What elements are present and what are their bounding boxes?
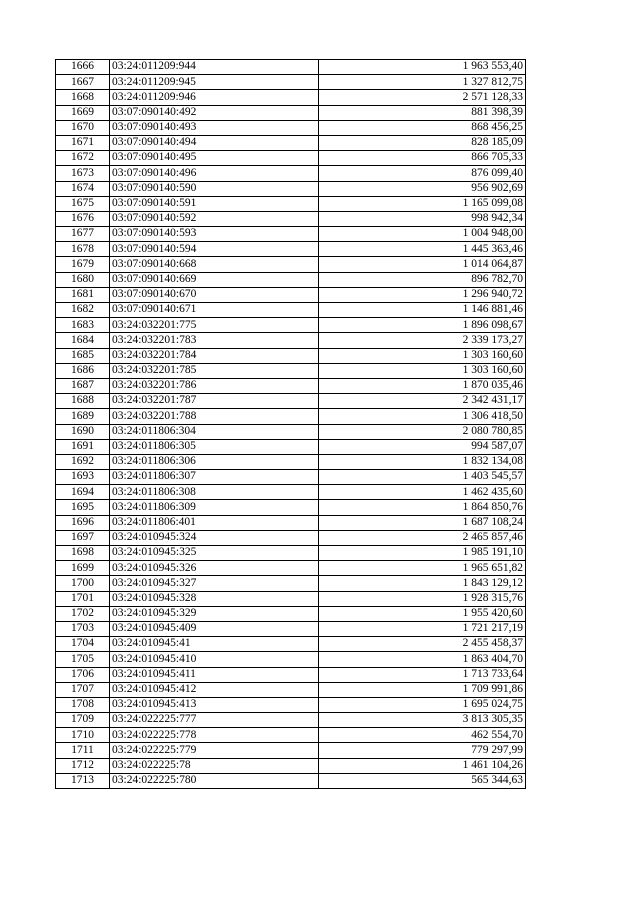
table-row	[56, 485, 526, 500]
value-cell: 1 963 553,40	[319, 60, 526, 75]
row-number-cell: 1681	[56, 287, 110, 302]
value-cell: 462 554,70	[319, 728, 526, 743]
cadastral-number-cell: 03:07:090140:591	[110, 196, 319, 211]
table-row	[56, 667, 526, 682]
row-number-cell: 1693	[56, 470, 110, 485]
row-number-cell: 1674	[56, 181, 110, 196]
value-cell: 1 709 991,86	[319, 682, 526, 697]
value-cell: 998 942,34	[319, 211, 526, 226]
row-number-cell: 1687	[56, 378, 110, 393]
table-row	[56, 758, 526, 773]
cadastral-number-cell: 03:07:090140:492	[110, 105, 319, 120]
cadastral-number-cell: 03:24:011209:946	[110, 90, 319, 105]
cadastral-number-cell: 03:07:090140:670	[110, 287, 319, 302]
table-row	[56, 546, 526, 561]
cadastral-number-cell: 03:24:011209:945	[110, 75, 319, 90]
cadastral-number-cell: 03:24:010945:413	[110, 697, 319, 712]
value-cell: 1 713 733,64	[319, 667, 526, 682]
value-cell: 2 080 780,85	[319, 424, 526, 439]
value-cell: 1 955 420,60	[319, 606, 526, 621]
table-row	[56, 561, 526, 576]
table-row	[56, 196, 526, 211]
table-row	[56, 728, 526, 743]
table-row	[56, 409, 526, 424]
cadastral-number-cell: 03:24:011806:307	[110, 470, 319, 485]
value-cell: 2 339 173,27	[319, 333, 526, 348]
row-number-cell: 1713	[56, 773, 110, 788]
table-row	[56, 454, 526, 469]
table-row	[56, 211, 526, 226]
cadastral-number-cell: 03:24:032201:786	[110, 378, 319, 393]
row-number-cell: 1676	[56, 211, 110, 226]
row-number-cell: 1694	[56, 485, 110, 500]
row-number-cell: 1705	[56, 652, 110, 667]
cadastral-number-cell: 03:24:010945:327	[110, 576, 319, 591]
cadastral-number-cell: 03:24:011806:304	[110, 424, 319, 439]
table-row	[56, 606, 526, 621]
table-row	[56, 272, 526, 287]
table-row	[56, 318, 526, 333]
table-row	[56, 120, 526, 135]
row-number-cell: 1682	[56, 303, 110, 318]
value-cell: 1 695 024,75	[319, 697, 526, 712]
value-cell: 1 303 160,60	[319, 348, 526, 363]
row-number-cell: 1680	[56, 272, 110, 287]
value-cell: 1 146 881,46	[319, 303, 526, 318]
cadastral-number-cell: 03:07:090140:593	[110, 227, 319, 242]
value-cell: 1 014 064,87	[319, 257, 526, 272]
cadastral-number-cell: 03:24:022225:78	[110, 758, 319, 773]
row-number-cell: 1699	[56, 561, 110, 576]
value-cell: 1 863 404,70	[319, 652, 526, 667]
row-number-cell: 1678	[56, 242, 110, 257]
value-cell: 994 587,07	[319, 439, 526, 454]
row-number-cell: 1700	[56, 576, 110, 591]
table-row	[56, 682, 526, 697]
cadastral-number-cell: 03:07:090140:495	[110, 151, 319, 166]
cadastral-number-cell: 03:24:010945:329	[110, 606, 319, 621]
cadastral-number-cell: 03:24:010945:411	[110, 667, 319, 682]
cadastral-number-cell: 03:24:011806:306	[110, 454, 319, 469]
value-cell: 1 687 108,24	[319, 515, 526, 530]
table-row	[56, 697, 526, 712]
cadastral-number-cell: 03:24:011209:944	[110, 60, 319, 75]
row-number-cell: 1686	[56, 363, 110, 378]
table-row	[56, 713, 526, 728]
value-cell: 1 843 129,12	[319, 576, 526, 591]
cadastral-number-cell: 03:24:010945:325	[110, 546, 319, 561]
table-row	[56, 378, 526, 393]
table-row	[56, 303, 526, 318]
value-cell: 2 342 431,17	[319, 394, 526, 409]
value-cell: 1 928 315,76	[319, 591, 526, 606]
table-row	[56, 621, 526, 636]
cadastral-number-cell: 03:24:011806:308	[110, 485, 319, 500]
cadastral-number-cell: 03:24:010945:328	[110, 591, 319, 606]
cadastral-number-cell: 03:24:032201:775	[110, 318, 319, 333]
table-row	[56, 394, 526, 409]
value-cell: 956 902,69	[319, 181, 526, 196]
value-cell: 1 896 098,67	[319, 318, 526, 333]
cadastral-number-cell: 03:24:010945:41	[110, 637, 319, 652]
table-row	[56, 75, 526, 90]
row-number-cell: 1692	[56, 454, 110, 469]
row-number-cell: 1698	[56, 546, 110, 561]
table-row	[56, 424, 526, 439]
value-cell: 1 296 940,72	[319, 287, 526, 302]
table-row	[56, 166, 526, 181]
cadastral-number-cell: 03:24:022225:777	[110, 713, 319, 728]
table-row	[56, 348, 526, 363]
table-row	[56, 227, 526, 242]
row-number-cell: 1671	[56, 135, 110, 150]
table-body	[56, 60, 526, 789]
cadastral-number-cell: 03:24:011806:401	[110, 515, 319, 530]
row-number-cell: 1683	[56, 318, 110, 333]
table-row	[56, 257, 526, 272]
table-row	[56, 743, 526, 758]
table-row	[56, 287, 526, 302]
value-cell: 1 004 948,00	[319, 227, 526, 242]
cadastral-number-cell: 03:07:090140:592	[110, 211, 319, 226]
cadastral-number-cell: 03:24:032201:783	[110, 333, 319, 348]
table-row	[56, 135, 526, 150]
cadastral-number-cell: 03:24:032201:785	[110, 363, 319, 378]
row-number-cell: 1710	[56, 728, 110, 743]
row-number-cell: 1695	[56, 500, 110, 515]
cadastral-number-cell: 03:24:032201:787	[110, 394, 319, 409]
cadastral-number-cell: 03:24:011806:305	[110, 439, 319, 454]
cadastral-number-cell: 03:07:090140:496	[110, 166, 319, 181]
value-cell: 2 571 128,33	[319, 90, 526, 105]
row-number-cell: 1679	[56, 257, 110, 272]
value-cell: 1 303 160,60	[319, 363, 526, 378]
table-row	[56, 773, 526, 788]
row-number-cell: 1704	[56, 637, 110, 652]
row-number-cell: 1666	[56, 60, 110, 75]
table-row	[56, 530, 526, 545]
row-number-cell: 1712	[56, 758, 110, 773]
table-row	[56, 515, 526, 530]
row-number-cell: 1677	[56, 227, 110, 242]
cadastral-number-cell: 03:24:010945:326	[110, 561, 319, 576]
cadastral-number-cell: 03:24:010945:409	[110, 621, 319, 636]
cadastral-number-cell: 03:07:090140:594	[110, 242, 319, 257]
cadastral-number-cell: 03:07:090140:671	[110, 303, 319, 318]
row-number-cell: 1667	[56, 75, 110, 90]
table-row	[56, 591, 526, 606]
value-cell: 1 445 363,46	[319, 242, 526, 257]
value-cell: 828 185,09	[319, 135, 526, 150]
cadastral-number-cell: 03:24:010945:412	[110, 682, 319, 697]
table-row	[56, 576, 526, 591]
value-cell: 1 403 545,57	[319, 470, 526, 485]
value-cell: 1 461 104,26	[319, 758, 526, 773]
value-cell: 1 965 651,82	[319, 561, 526, 576]
cadastral-number-cell: 03:07:090140:669	[110, 272, 319, 287]
value-cell: 1 870 035,46	[319, 378, 526, 393]
row-number-cell: 1706	[56, 667, 110, 682]
value-cell: 2 465 857,46	[319, 530, 526, 545]
value-cell: 1 721 217,19	[319, 621, 526, 636]
value-cell: 779 297,99	[319, 743, 526, 758]
row-number-cell: 1707	[56, 682, 110, 697]
cadastral-number-cell: 03:07:090140:493	[110, 120, 319, 135]
row-number-cell: 1673	[56, 166, 110, 181]
value-cell: 1 864 850,76	[319, 500, 526, 515]
table-row	[56, 652, 526, 667]
value-cell: 881 398,39	[319, 105, 526, 120]
row-number-cell: 1685	[56, 348, 110, 363]
value-cell: 1 985 191,10	[319, 546, 526, 561]
row-number-cell: 1672	[56, 151, 110, 166]
row-number-cell: 1708	[56, 697, 110, 712]
value-cell: 1 327 812,75	[319, 75, 526, 90]
cadastral-number-cell: 03:24:022225:780	[110, 773, 319, 788]
row-number-cell: 1670	[56, 120, 110, 135]
table-row	[56, 637, 526, 652]
value-cell: 3 813 305,35	[319, 713, 526, 728]
row-number-cell: 1709	[56, 713, 110, 728]
row-number-cell: 1690	[56, 424, 110, 439]
cadastral-number-cell: 03:24:022225:778	[110, 728, 319, 743]
value-cell: 868 456,25	[319, 120, 526, 135]
value-cell: 876 099,40	[319, 166, 526, 181]
table-row	[56, 470, 526, 485]
row-number-cell: 1689	[56, 409, 110, 424]
table-row	[56, 500, 526, 515]
value-cell: 2 455 458,37	[319, 637, 526, 652]
table-row	[56, 181, 526, 196]
value-cell: 1 165 099,08	[319, 196, 526, 211]
cadastral-number-cell: 03:07:090140:494	[110, 135, 319, 150]
row-number-cell: 1668	[56, 90, 110, 105]
cadastral-value-table	[55, 59, 526, 789]
row-number-cell: 1688	[56, 394, 110, 409]
table-row	[56, 105, 526, 120]
table-row	[56, 333, 526, 348]
table-row	[56, 242, 526, 257]
cadastral-number-cell: 03:24:032201:788	[110, 409, 319, 424]
row-number-cell: 1675	[56, 196, 110, 211]
row-number-cell: 1703	[56, 621, 110, 636]
cadastral-number-cell: 03:07:090140:668	[110, 257, 319, 272]
cadastral-number-cell: 03:24:011806:309	[110, 500, 319, 515]
cadastral-number-cell: 03:24:032201:784	[110, 348, 319, 363]
value-cell: 1 462 435,60	[319, 485, 526, 500]
table-row	[56, 439, 526, 454]
row-number-cell: 1691	[56, 439, 110, 454]
row-number-cell: 1711	[56, 743, 110, 758]
cadastral-number-cell: 03:24:022225:779	[110, 743, 319, 758]
value-cell: 565 344,63	[319, 773, 526, 788]
value-cell: 866 705,33	[319, 151, 526, 166]
row-number-cell: 1701	[56, 591, 110, 606]
table-row	[56, 151, 526, 166]
row-number-cell: 1696	[56, 515, 110, 530]
cadastral-number-cell: 03:24:010945:410	[110, 652, 319, 667]
row-number-cell: 1669	[56, 105, 110, 120]
table-row	[56, 60, 526, 75]
value-cell: 1 832 134,08	[319, 454, 526, 469]
cadastral-number-cell: 03:24:010945:324	[110, 530, 319, 545]
row-number-cell: 1697	[56, 530, 110, 545]
row-number-cell: 1702	[56, 606, 110, 621]
table-row	[56, 90, 526, 105]
value-cell: 1 306 418,50	[319, 409, 526, 424]
cadastral-number-cell: 03:07:090140:590	[110, 181, 319, 196]
value-cell: 896 782,70	[319, 272, 526, 287]
table-row	[56, 363, 526, 378]
row-number-cell: 1684	[56, 333, 110, 348]
